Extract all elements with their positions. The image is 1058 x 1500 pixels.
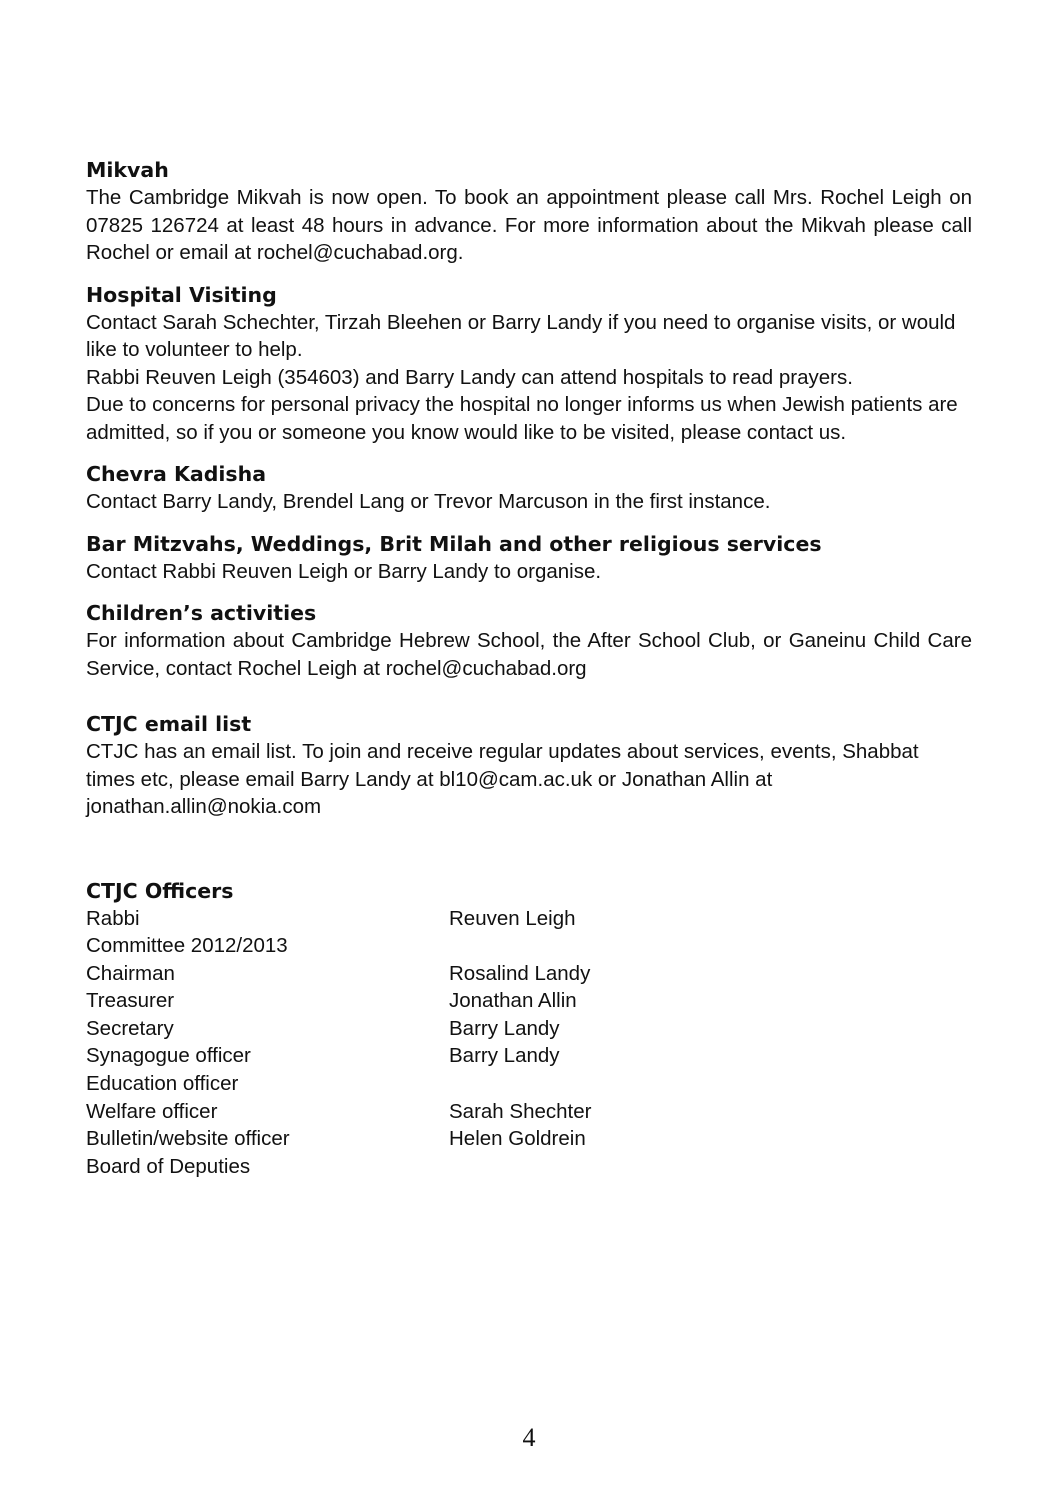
religious-services-text: Contact Rabbi Reuven Leigh or Barry Landy to organise. xyxy=(86,559,602,583)
chevra-kadisha-heading: Chevra Kadisha xyxy=(86,462,267,486)
hospital-visiting-heading: Hospital Visiting xyxy=(86,282,277,307)
officer-row xyxy=(86,1070,972,1098)
officer-role: Rabbi xyxy=(86,906,140,930)
officer-role: Committee 2012/2013 xyxy=(86,934,288,958)
hospital-visiting-text-2: Rabbi Reuven Leigh (354603) and Barry Landy can attend hospitals to read prayers. xyxy=(86,365,853,389)
officer-row xyxy=(86,1153,972,1181)
officer-name: Barry Landy xyxy=(449,1016,560,1040)
officers-heading: CTJC Officers xyxy=(86,878,234,903)
childrens-activities-text: For information about Cambridge Hebrew School, the After School Club, or Ganeinu Child Care Service, contact Rochel Leigh at rochel@cuchabad.org xyxy=(86,629,972,680)
officer-role: Education officer xyxy=(86,1072,239,1096)
officer-name: Helen Goldrein xyxy=(449,1127,586,1151)
religious-services-section xyxy=(86,530,972,586)
officer-row xyxy=(86,960,972,988)
hospital-visiting-section xyxy=(86,281,972,447)
religious-services-heading: Bar Mitzvahs, Weddings, Brit Milah and other religious services xyxy=(86,531,822,556)
officer-name: Reuven Leigh xyxy=(449,906,576,930)
officer-name: Jonathan Allin xyxy=(449,989,577,1013)
officer-row xyxy=(86,1098,972,1126)
officer-role: Synagogue officer xyxy=(86,1044,251,1068)
chevra-kadisha-text: Contact Barry Landy, Brendel Lang or Trevor Marcuson in the first instance. xyxy=(86,490,771,513)
hospital-visiting-text-1: Contact Sarah Schechter, Tirzah Bleehen or Barry Landy if you need to organise visits, or would like to volunteer to help. xyxy=(86,310,956,361)
officer-row xyxy=(86,987,972,1015)
officer-name: Sarah Shechter xyxy=(449,1099,592,1123)
officer-role: Secretary xyxy=(86,1016,174,1040)
officers-table xyxy=(86,905,972,1181)
chevra-kadisha-section xyxy=(86,460,972,516)
officer-name xyxy=(449,932,972,960)
page-number: 4 xyxy=(522,1423,536,1452)
officer-role: Board of Deputies xyxy=(86,1154,251,1178)
childrens-activities-heading: Children’s activities xyxy=(86,601,317,625)
email-list-section xyxy=(86,710,972,821)
officer-name: Rosalind Landy xyxy=(449,961,591,985)
mikvah-heading: Mikvah xyxy=(86,158,169,182)
officer-name xyxy=(449,1153,972,1181)
childrens-activities-section xyxy=(86,599,972,682)
officer-row xyxy=(86,905,972,933)
page-content xyxy=(86,156,972,1180)
officer-name xyxy=(449,1070,972,1098)
officer-role: Welfare officer xyxy=(86,1099,218,1123)
mikvah-text: The Cambridge Mikvah is now open. To book an appointment please call Mrs. Rochel Leigh on 07825 126724 at least 48 hours in advance. For more information about the Mikvah please call Rochel or email at rochel@cuchabad.org. xyxy=(86,186,972,264)
email-list-heading: CTJC email list xyxy=(86,712,252,736)
officer-row xyxy=(86,1125,972,1153)
officer-role: Bulletin/website officer xyxy=(86,1127,290,1151)
officer-row xyxy=(86,1042,972,1070)
officer-role: Chairman xyxy=(86,961,175,985)
hospital-visiting-text-3: Due to concerns for personal privacy the hospital no longer informs us when Jewish patients are admitted, so if you or someone you know would like to be visited, please contact us. xyxy=(86,393,958,444)
email-list-text: CTJC has an email list. To join and receive regular updates about services, events, Shabbat times etc, please email Barry Landy at bl10@cam.ac.uk or Jonathan Allin at jonathan.allin@nokia.com xyxy=(86,740,919,818)
officer-row xyxy=(86,932,972,960)
officer-row xyxy=(86,1015,972,1043)
officer-name: Barry Landy xyxy=(449,1044,560,1068)
officer-role: Treasurer xyxy=(86,989,175,1013)
mikvah-section xyxy=(86,156,972,267)
officers-section xyxy=(86,877,972,1181)
